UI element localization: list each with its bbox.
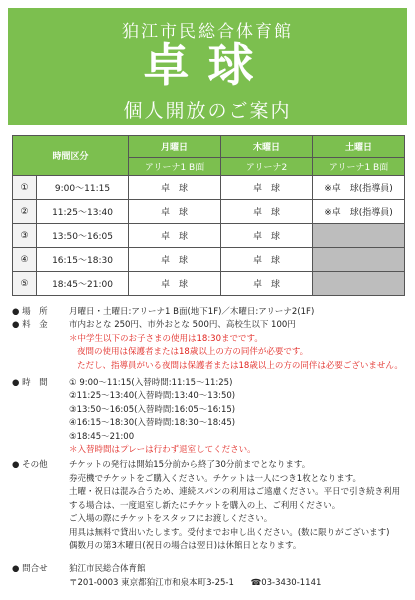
table-row: [13, 176, 405, 200]
time-line: ① 9:00～11:15(入替時間:11:15～11:25): [69, 378, 233, 389]
arena-header-sat: アリーナ1 B面: [313, 158, 405, 176]
place-row: [12, 306, 408, 319]
cell-mon: 卓 球: [129, 200, 221, 224]
sport-title: 卓球: [143, 38, 272, 92]
arena-header-thu: アリーナ2: [221, 158, 313, 176]
time-line: ②11:25～13:40(入替時間:13:40～13:50): [69, 391, 236, 402]
fee-row: [12, 319, 408, 373]
cell-sat-closed: [313, 248, 405, 272]
other-line: 券売機でチケットをご購入ください。チケットは一人につき1枚となります。: [69, 473, 362, 484]
other-line: チケットの発行は開始15分前から終了30分前までとなります。: [69, 460, 311, 471]
time-row: [12, 377, 408, 457]
fee-note: ＊中学生以下のお子さまの使用は18:30までです。: [69, 333, 263, 344]
table-row: [13, 272, 405, 296]
row-number: ①: [13, 176, 37, 200]
other-line: ご入場の際にチケットをスタッフにお渡しください。: [69, 514, 273, 525]
row-number: ②: [13, 200, 37, 224]
fee-note: ただし、指導員がいる夜間は保護者または18歳以上の方の同伴は必要ございません。: [77, 360, 403, 371]
row-number: ④: [13, 248, 37, 272]
cell-mon: 卓 球: [129, 248, 221, 272]
time-line: ⑤18:45～21:00: [69, 431, 135, 442]
fee-text: 市内おとな 250円、市外おとな 500円、高校生以下 100円: [69, 320, 296, 331]
contact-label: ● 問合せ: [12, 564, 48, 574]
title-banner: [8, 8, 407, 125]
time-slot: 11:25～13:40: [37, 200, 129, 224]
time-note: ＊入替時間はプレーは行わず退室してください。: [69, 445, 256, 456]
table-row: [13, 200, 405, 224]
cell-thu: 卓 球: [221, 272, 313, 296]
fee-label: ● 料 金: [12, 320, 48, 331]
facility-name: 狛江市民総合体育館: [122, 22, 293, 42]
time-slot: 16:15～18:30: [37, 248, 129, 272]
place-label: ● 場 所: [12, 307, 48, 317]
cell-sat-closed: [313, 224, 405, 248]
time-line: ③13:50～16:05(入替時間:16:05～16:15): [69, 404, 236, 415]
table-row: [13, 224, 405, 248]
contact-name: 狛江市民総合体育館: [69, 564, 146, 574]
other-line: 用具は無料で貸出いたします。受付までお申し出ください。(数に限りがございます): [69, 527, 390, 538]
cell-sat: ※卓 球(指導員): [313, 176, 405, 200]
row-number: ⑤: [13, 272, 37, 296]
time-line: ④16:15～18:30(入替時間:18:30～18:45): [69, 418, 236, 429]
contact-address: 〒201-0003 東京都狛江市和泉本町3-25-1: [69, 578, 234, 588]
cell-thu: 卓 球: [221, 200, 313, 224]
place-text: 月曜日・土曜日:アリーナ1 B面(地下1F)／木曜日:アリーナ2(1F): [69, 307, 315, 317]
contact-section: [12, 562, 408, 590]
cell-thu: 卓 球: [221, 224, 313, 248]
guide-subtitle: 個人開放のご案内: [123, 100, 292, 122]
cell-sat: ※卓 球(指導員): [313, 200, 405, 224]
cell-mon: 卓 球: [129, 272, 221, 296]
arena-header-mon: アリーナ1 B面: [129, 158, 221, 176]
time-label: ● 時 間: [12, 378, 48, 389]
cell-thu: 卓 球: [221, 248, 313, 272]
cell-sat-closed: [313, 272, 405, 296]
other-line: 土曜・祝日は混み合うため、連続スパンの利用はご遠慮ください。平日で引き続き利用: [69, 487, 401, 498]
time-header: 時間区分: [13, 136, 129, 176]
cell-mon: 卓 球: [129, 176, 221, 200]
fee-note: 夜間の使用は保護者または18歳以上の方の同伴が必要です。: [77, 347, 309, 358]
info-section: [12, 306, 408, 553]
table-row: [13, 248, 405, 272]
day-header-mon: 月曜日: [129, 136, 221, 158]
other-line: する場合は、一度退室し新たにチケットを購入の上、ご利用ください。: [69, 500, 341, 511]
contact-phone: ☎03-3430-1141: [250, 578, 322, 588]
day-header-sat: 土曜日: [313, 136, 405, 158]
time-slot: 18:45～21:00: [37, 272, 129, 296]
day-header-thu: 木曜日: [221, 136, 313, 158]
time-slot: 13:50～16:05: [37, 224, 129, 248]
other-line: 偶数月の第3木曜日(祝日の場合は翌日)は休館日となります。: [69, 540, 302, 551]
other-label: ● その他: [12, 460, 48, 471]
time-slot: 9:00～11:15: [37, 176, 129, 200]
schedule-table: [12, 135, 405, 296]
cell-mon: 卓 球: [129, 224, 221, 248]
cell-thu: 卓 球: [221, 176, 313, 200]
other-row: [12, 459, 408, 553]
row-number: ③: [13, 224, 37, 248]
